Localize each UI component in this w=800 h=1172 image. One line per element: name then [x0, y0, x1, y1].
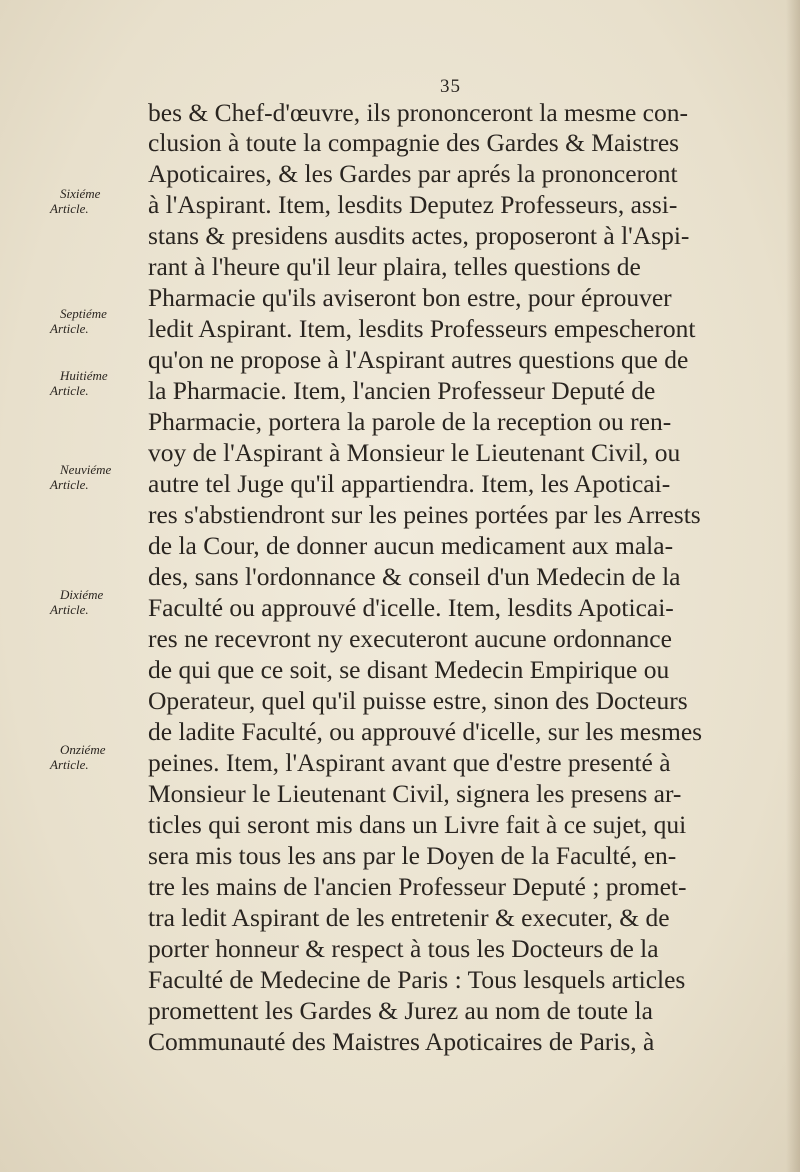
- margin-note-label: Septiéme: [60, 306, 107, 321]
- text-line-21: de ladite Faculté, ou approuvé d'icelle, sur les mesmes: [148, 717, 703, 746]
- text-line-30: promettent les Gardes & Jurez au nom de toute la: [148, 996, 653, 1025]
- margin-note-eighth-article: [50, 368, 148, 398]
- text-line-18: res ne recevront ny executeront aucune ordonnance: [148, 624, 672, 653]
- text-line-4: à l'Aspirant. Item, lesdits Deputez Professeurs, assi-: [148, 190, 678, 219]
- margin-note-article: Article.: [50, 321, 89, 336]
- margin-note-tenth-article: [50, 587, 148, 617]
- margin-note-label: Onziéme: [60, 742, 106, 757]
- text-line-15: de la Cour, de donner aucun medicament aux mala-: [148, 531, 674, 560]
- text-line-20: Operateur, quel qu'il puisse estre, sinon des Docteurs: [148, 686, 688, 715]
- text-line-19: de qui que ce soit, se disant Medecin Empirique ou: [148, 655, 670, 684]
- text-line-28: porter honneur & respect à tous les Docteurs de la: [148, 934, 659, 963]
- text-line-3: Apoticaires, & les Gardes par aprés la prononceront: [148, 159, 678, 188]
- margin-note-seventh-article: [50, 306, 148, 336]
- margin-note-ninth-article: [50, 462, 148, 492]
- margin-note-article: Article.: [50, 602, 89, 617]
- margin-note-eleventh-article: [50, 742, 148, 772]
- page-edge-shadow: [786, 0, 800, 1172]
- page-number: 35: [440, 76, 461, 97]
- text-line-8: ledit Aspirant. Item, lesdits Professeurs empescheront: [148, 314, 696, 343]
- margin-note-article: Article.: [50, 383, 89, 398]
- margin-note-label: Huitiéme: [60, 368, 108, 383]
- text-line-26: tre les mains de l'ancien Professeur Deputé ; promet-: [148, 872, 687, 901]
- margin-note-article: Article.: [50, 477, 89, 492]
- text-line-1: bes & Chef-d'œuvre, ils prononceront la mesme con-: [148, 98, 688, 127]
- text-line-24: ticles qui seront mis dans un Livre fait à ce sujet, qui: [148, 810, 687, 839]
- text-line-29: Faculté de Medecine de Paris : Tous lesquels articles: [148, 965, 686, 994]
- text-line-6: rant à l'heure qu'il leur plaira, telles questions de: [148, 252, 641, 281]
- text-line-27: tra ledit Aspirant de les entretenir & executer, & de: [148, 903, 670, 932]
- text-line-23: Monsieur le Lieutenant Civil, signera les presens ar-: [148, 779, 682, 808]
- margin-note-article: Article.: [50, 201, 89, 216]
- text-line-14: res s'abstiendront sur les peines portées par les Arrests: [148, 500, 701, 529]
- margin-note-sixth-article: [50, 186, 148, 216]
- text-line-9: qu'on ne propose à l'Aspirant autres questions que de: [148, 345, 689, 374]
- text-line-31: Communauté des Maistres Apoticaires de Paris, à: [148, 1027, 655, 1056]
- text-line-16: des, sans l'ordonnance & conseil d'un Medecin de la: [148, 562, 681, 591]
- margin-note-label: Neuviéme: [60, 462, 112, 477]
- text-line-17: Faculté ou approuvé d'icelle. Item, lesdits Apoticai-: [148, 593, 674, 622]
- text-line-7: Pharmacie qu'ils aviseront bon estre, pour éprouver: [148, 283, 672, 312]
- text-line-13: autre tel Juge qu'il appartiendra. Item, les Apoticai-: [148, 469, 671, 498]
- margin-note-label: Dixiéme: [60, 587, 104, 602]
- text-line-25: sera mis tous les ans par le Doyen de la Faculté, en-: [148, 841, 677, 870]
- text-line-5: stans & presidens ausdits actes, proposeront à l'Aspi-: [148, 221, 690, 250]
- margin-note-label: Sixiéme: [60, 186, 101, 201]
- margin-note-article: Article.: [50, 757, 89, 772]
- text-line-10: la Pharmacie. Item, l'ancien Professeur Deputé de: [148, 376, 656, 405]
- text-line-2: clusion à toute la compagnie des Gardes & Maistres: [148, 128, 680, 157]
- text-line-11: Pharmacie, portera la parole de la reception ou ren-: [148, 407, 672, 436]
- text-line-12: voy de l'Aspirant à Monsieur le Lieutenant Civil, ou: [148, 438, 681, 467]
- text-line-22: peines. Item, l'Aspirant avant que d'estre presenté à: [148, 748, 671, 777]
